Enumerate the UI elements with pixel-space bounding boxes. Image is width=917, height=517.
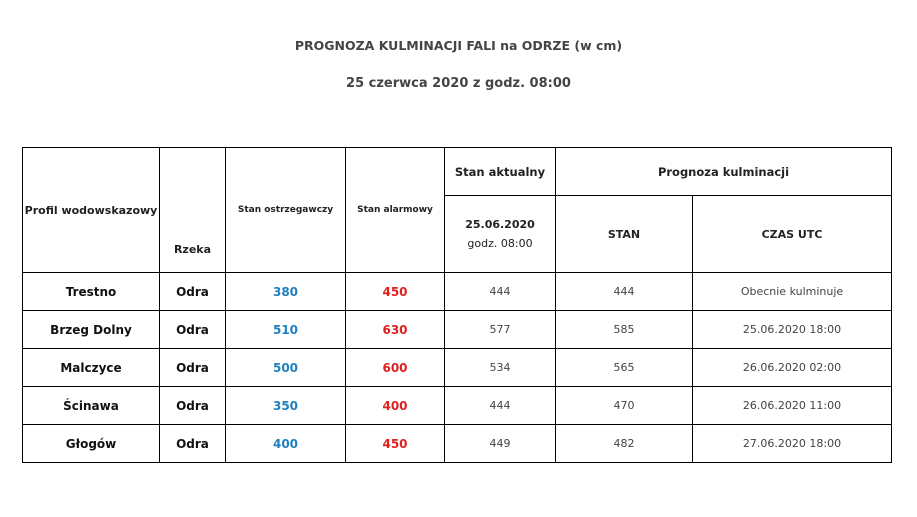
cell-ostrzegawczy: 380 xyxy=(226,273,346,311)
cell-aktualny: 577 xyxy=(445,311,556,349)
cell-rzeka: Odra xyxy=(160,349,226,387)
header-czas: CZAS UTC xyxy=(693,196,892,273)
cell-czas: 26.06.2020 11:00 xyxy=(693,387,892,425)
header-aktualny-time: godz. 08:00 xyxy=(467,237,533,250)
table-row xyxy=(23,387,892,425)
forecast-table xyxy=(22,147,892,463)
cell-profil: Malczyce xyxy=(23,349,160,387)
cell-profil: Ścinawa xyxy=(23,387,160,425)
cell-czas: 27.06.2020 18:00 xyxy=(693,425,892,463)
cell-ostrzegawczy: 400 xyxy=(226,425,346,463)
cell-rzeka: Odra xyxy=(160,387,226,425)
cell-rzeka: Odra xyxy=(160,425,226,463)
cell-profil: Trestno xyxy=(23,273,160,311)
cell-alarmowy: 450 xyxy=(346,425,445,463)
page-subtitle: 25 czerwca 2020 z godz. 08:00 xyxy=(346,76,571,91)
cell-stan: 470 xyxy=(556,387,693,425)
header-profil: Profil wodowskazowy xyxy=(23,148,160,273)
cell-czas: 26.06.2020 02:00 xyxy=(693,349,892,387)
cell-rzeka: Odra xyxy=(160,311,226,349)
cell-stan: 565 xyxy=(556,349,693,387)
cell-czas: Obecnie kulminuje xyxy=(693,273,892,311)
cell-ostrzegawczy: 350 xyxy=(226,387,346,425)
cell-alarmowy: 450 xyxy=(346,273,445,311)
table-row xyxy=(23,425,892,463)
header-stan: STAN xyxy=(556,196,693,273)
header-ostrzegawczy: Stan ostrzegawczy xyxy=(226,148,346,273)
header-aktualny-datetime xyxy=(445,196,556,273)
header-prognoza: Prognoza kulminacji xyxy=(556,148,892,196)
cell-ostrzegawczy: 500 xyxy=(226,349,346,387)
table-row xyxy=(23,311,892,349)
cell-czas: 25.06.2020 18:00 xyxy=(693,311,892,349)
cell-ostrzegawczy: 510 xyxy=(226,311,346,349)
cell-stan: 585 xyxy=(556,311,693,349)
cell-alarmowy: 600 xyxy=(346,349,445,387)
cell-aktualny: 534 xyxy=(445,349,556,387)
cell-alarmowy: 400 xyxy=(346,387,445,425)
header-aktualny: Stan aktualny xyxy=(445,148,556,196)
cell-aktualny: 444 xyxy=(445,387,556,425)
cell-profil: Głogów xyxy=(23,425,160,463)
cell-stan: 444 xyxy=(556,273,693,311)
header-alarmowy: Stan alarmowy xyxy=(346,148,445,273)
cell-alarmowy: 630 xyxy=(346,311,445,349)
table-row xyxy=(23,273,892,311)
cell-rzeka: Odra xyxy=(160,273,226,311)
cell-aktualny: 444 xyxy=(445,273,556,311)
cell-profil: Brzeg Dolny xyxy=(23,311,160,349)
cell-stan: 482 xyxy=(556,425,693,463)
cell-aktualny: 449 xyxy=(445,425,556,463)
table-row xyxy=(23,349,892,387)
header-aktualny-date: 25.06.2020 xyxy=(465,218,535,231)
header-rzeka: Rzeka xyxy=(160,148,226,273)
page-title: PROGNOZA KULMINACJI FALI na ODRZE (w cm) xyxy=(294,38,623,53)
